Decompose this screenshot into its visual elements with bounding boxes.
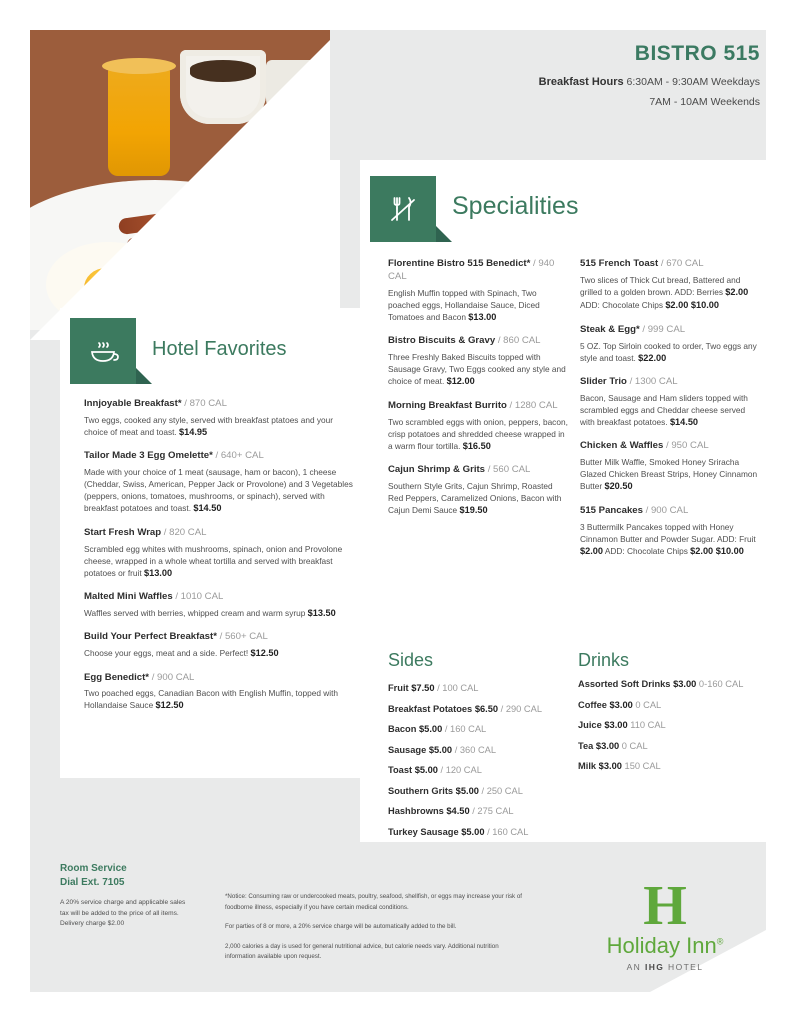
menu-item-calories: / 950 CAL: [666, 440, 709, 452]
tagline-suffix: HOTEL: [664, 962, 704, 972]
menu-item-price: $13.00: [468, 311, 497, 322]
price-line-name: Hashbrowns: [388, 806, 447, 817]
menu-item: [388, 335, 568, 388]
menu-item-price: $14.50: [669, 416, 699, 427]
price-line-name: Milk: [578, 761, 599, 772]
menu-item-calories: / 670 CAL: [660, 258, 704, 269]
menu-item-description: Choose your eggs, meat and a side. Perfect! $12.50: [84, 648, 279, 659]
menu-item-calories: / 1300 CAL: [629, 375, 678, 387]
menu-item-name: Egg Benedict* / 900 CAL: [84, 671, 195, 683]
menu-item-price: $2.00: [580, 545, 603, 556]
orange-juice-glass-icon: [108, 66, 170, 176]
sides-list: [388, 682, 578, 846]
price-line-name: Toast: [388, 765, 415, 776]
price-line-price: $7.50: [411, 683, 438, 693]
room-service-block: [60, 862, 190, 930]
price-line-price: $3.00: [609, 699, 636, 710]
price-line-price: $3.00: [604, 720, 631, 731]
price-line-name: Breakfast Potatoes: [388, 703, 475, 714]
menu-item-description: Three Freshly Baked Biscuits topped with Sausage Gravy, Two Eggs cooked any style and choice of meat. $12.00: [388, 352, 566, 387]
menu-item-name: Chicken & Waffles / 950 CAL: [580, 440, 709, 452]
menu-item-name: Bistro Biscuits & Gravy / 860 CAL: [388, 335, 541, 347]
price-line-price: $6.50: [474, 703, 501, 714]
menu-item-name: Florentine Bistro 515 Benedict* / 940 CAL: [388, 258, 555, 282]
ihg-brand: IHG: [644, 962, 665, 972]
menu-item-description: Two slices of Thick Cut bread, Battered and grilled to a golden brown. ADD: Berries $2.00 ADD: Chocolate Chips $2.00 $10.00: [580, 274, 749, 311]
menu-item-name: Steak & Egg* / 999 CAL: [580, 323, 686, 335]
menu-item-description: 5 OZ. Top Sirloin cooked to order, Two eggs any style and toast. $22.00: [580, 340, 757, 363]
menu-item-price: $20.50: [604, 481, 633, 492]
notice-line-1: *Notice: Consuming raw or undercooked meats, poultry, seafood, shellfish, or eggs may increase your risk of foodborne illness, especially if you have certain medical conditions.: [225, 893, 523, 911]
menu-item: [580, 440, 758, 493]
menu-item-calories: / 1010 CAL: [175, 590, 224, 602]
price-line-calories: / 160 CAL: [444, 724, 487, 735]
ihg-hotel-tagline: [580, 962, 750, 972]
price-line-price: $5.00: [419, 724, 445, 735]
menu-item-calories: / 860 CAL: [497, 335, 541, 347]
notice-block: [225, 892, 525, 972]
price-line-name: Bacon: [388, 724, 419, 735]
holiday-inn-wordmark: [580, 933, 750, 959]
room-service-title: [60, 862, 190, 890]
menu-item: [580, 324, 758, 365]
specialities-column-right: [580, 258, 758, 569]
menu-item-price: $2.00: [725, 286, 749, 297]
price-line-name: Turkey Sausage: [388, 826, 462, 837]
menu-item: [580, 376, 758, 429]
menu-item-name: Start Fresh Wrap / 820 CAL: [84, 526, 207, 538]
menu-item-name: Build Your Perfect Breakfast* / 560+ CAL: [84, 631, 268, 643]
menu-item-price: $14.50: [193, 503, 222, 514]
menu-item: [84, 631, 356, 660]
menu-item-addon-price: $2.00: [690, 545, 714, 556]
logo-registered-mark: ®: [716, 936, 724, 947]
price-line-calories: 150 CAL: [624, 761, 661, 772]
room-service-note: A 20% service charge and applicable sales tax will be added to the price of all items. Delivery charge $2.00: [60, 899, 186, 928]
menu-item-name: Slider Trio / 1300 CAL: [580, 375, 678, 387]
price-line-calories: / 100 CAL: [437, 683, 479, 693]
logo-name-text: Holiday Inn: [606, 933, 717, 958]
menu-item-price: $16.50: [462, 440, 491, 451]
menu-item-name: Cajun Shrimp & Grits / 560 CAL: [388, 463, 531, 475]
price-line-price: $3.00: [598, 761, 625, 772]
notice-line-3: 2,000 calories a day is used for general nutritional advice, but calorie needs vary. Additional nutrition information available upon request.: [225, 942, 499, 961]
menu-item-name: 515 Pancakes / 900 CAL: [580, 504, 689, 516]
tagline-prefix: AN: [626, 962, 645, 972]
menu-item-description: English Muffin topped with Spinach, Two poached eggs, Hollandaise Sauce, Diced Tomatoes and Bacon $13.00: [388, 287, 540, 322]
price-line-item: [388, 682, 578, 695]
price-line-name: Fruit: [388, 683, 412, 693]
specialities-column-left: [388, 258, 568, 528]
menu-item-addon-description: ADD: Chocolate Chips: [580, 300, 666, 311]
menu-item-name: Morning Breakfast Burrito / 1280 CAL: [388, 399, 558, 411]
price-line-item: [388, 703, 578, 716]
menu-item: [388, 464, 568, 517]
menu-item-description: 3 Buttermilk Pancakes topped with Honey Cinnamon Butter and Powder Sugar. ADD: Fruit $2.00 ADD: Chocolate Chips $2.00 $10.00: [580, 521, 756, 556]
price-line-name: Tea: [578, 740, 596, 751]
price-line-calories: / 290 CAL: [500, 703, 543, 714]
price-line-calories: 0 CAL: [635, 699, 662, 710]
menu-item-calories: / 820 CAL: [163, 526, 207, 538]
menu-item: [84, 591, 356, 620]
menu-item-calories: / 640+ CAL: [215, 450, 264, 462]
price-line-price: $5.00: [414, 765, 441, 776]
price-line-price: $3.00: [673, 679, 699, 689]
menu-item-price: $14.95: [179, 426, 208, 437]
price-line-calories: / 160 CAL: [487, 826, 529, 837]
price-line-item: [388, 805, 578, 818]
price-line-name: Sausage: [388, 744, 429, 755]
menu-item-price: $13.50: [307, 607, 336, 618]
menu-item-calories: / 1280 CAL: [509, 399, 558, 411]
menu-item-description: Made with your choice of 1 meat (sausage, ham or bacon), 1 cheese (Cheddar, Swiss, American, Pepper Jack or Provolone) and 3 Vegetables (peppers, onions, tomatoes, mushrooms, or spinach), served with breakfast potatoes and toast. $14.50: [84, 467, 353, 514]
room-service-line1: Room Service: [60, 863, 127, 874]
price-line-item: [578, 699, 763, 712]
price-line-price: $3.00: [595, 740, 622, 751]
menu-item-calories: / 870 CAL: [184, 398, 227, 409]
menu-item-price: $12.50: [155, 700, 184, 711]
menu-item: [388, 400, 568, 453]
breakfast-hours-weekdays: [539, 76, 760, 88]
price-line-item: [578, 678, 763, 691]
price-line-name: Juice: [578, 720, 605, 731]
price-line-item: [388, 744, 578, 757]
notice-line-2: For parties of 8 or more, a 20% service charge will be automatically added to the bill.: [225, 923, 457, 931]
sides-title: Sides: [388, 650, 434, 670]
price-line-price: $5.00: [455, 785, 482, 796]
menu-item-calories: / 900 CAL: [151, 671, 195, 683]
menu-item-calories: / 900 CAL: [645, 504, 689, 516]
menu-item-price: $19.50: [459, 504, 488, 515]
price-line-calories: / 275 CAL: [472, 806, 514, 817]
hotel-favorites-title: Hotel Favorites: [152, 338, 287, 360]
drinks-title: Drinks: [578, 650, 630, 670]
hours-label: Breakfast Hours: [538, 76, 624, 88]
menu-item-base-price: $10.00: [688, 300, 719, 311]
menu-item-description: Southern Style Grits, Cajun Shrimp, Roasted Red Peppers, Caramelized Onions, Bacon with Cajun Demi Sauce $19.50: [388, 480, 562, 515]
menu-item-description: Two eggs, cooked any style, served with breakfast ptatoes and your choice of meat and toast. $14.95: [84, 414, 334, 437]
price-line-item: [388, 723, 578, 736]
price-line-name: Southern Grits: [388, 785, 456, 796]
menu-item-calories: / 560+ CAL: [219, 631, 268, 643]
price-line-calories: / 120 CAL: [440, 765, 482, 776]
menu-item-calories: / 999 CAL: [642, 323, 686, 335]
breakfast-hours-weekends: 7AM - 10AM Weekends: [649, 96, 760, 108]
price-line-name: Assorted Soft Drinks: [578, 679, 674, 689]
menu-item-description: Waffles served with berries, whipped cream and warm syrup $13.50: [84, 607, 336, 618]
holiday-inn-h-mark: H: [643, 874, 687, 937]
menu-item-description: Two poached eggs, Canadian Bacon with English Muffin, topped with Hollandaise Sauce $12.50: [84, 688, 338, 711]
page-title: BISTRO 515: [634, 42, 760, 65]
menu-item-price: $12.00: [446, 376, 475, 387]
price-line-item: [388, 826, 578, 839]
coffee-cup-icon: [180, 50, 266, 124]
menu-item-description: Butter Milk Waffle, Smoked Honey Sriracha Glazed Chicken Breast Strips, Honey Cinnamon Butter $20.50: [580, 457, 758, 492]
menu-item: [84, 450, 356, 515]
price-line-calories: / 250 CAL: [481, 785, 523, 796]
price-line-item: [388, 785, 578, 798]
price-line-price: $4.50: [446, 806, 473, 817]
menu-item-description: Scrambled egg whites with mushrooms, spinach, onion and Provolone cheese, wrapped in a whole wheat tortilla and served with breakfast potatoes or fruit $13.00: [84, 543, 343, 578]
fork-knife-icon: [370, 176, 436, 242]
price-line-price: $5.00: [461, 826, 488, 837]
menu-item-calories: / 940 CAL: [388, 258, 555, 282]
menu-item: [580, 258, 758, 313]
specialities-title: Specialities: [452, 192, 579, 220]
price-line-item: [578, 760, 763, 773]
price-line-name: Coffee: [578, 699, 610, 710]
menu-item: [84, 672, 356, 713]
price-line-item: [388, 764, 578, 777]
hotel-favorites-list: [84, 398, 356, 724]
room-service-line2: Dial Ext. 7105: [60, 877, 125, 888]
menu-item: [388, 258, 568, 324]
menu-item-description: Two scrambled eggs with onion, peppers, bacon, crisp potatoes and shredded cheese wrapped in a warm flour tortilla. $16.50: [388, 416, 568, 451]
drinks-list: [578, 678, 763, 781]
menu-item: [84, 527, 356, 580]
menu-item: [84, 398, 356, 439]
soup-bowl-icon: [70, 318, 136, 384]
menu-item-base-price: $10.00: [713, 545, 744, 556]
fork-knife-glyph: [370, 176, 436, 242]
menu-item: [580, 505, 758, 558]
price-line-price: $5.00: [428, 744, 455, 755]
menu-item-name: Tailor Made 3 Egg Omelette* / 640+ CAL: [84, 450, 264, 462]
price-line-calories: 110 CAL: [630, 720, 666, 731]
menu-item-price: $12.50: [250, 648, 279, 659]
price-line-item: [578, 719, 763, 732]
price-line-calories: 0 CAL: [621, 740, 648, 751]
price-line-calories: 0-160 CAL: [698, 679, 744, 689]
menu-item-addon-price: $2.00: [665, 300, 689, 311]
menu-item-name: 515 French Toast / 670 CAL: [580, 258, 704, 269]
soup-bowl-glyph: [70, 318, 136, 384]
menu-item-calories: / 560 CAL: [487, 463, 531, 475]
price-line-item: [578, 740, 763, 753]
hours-weekdays-value: 6:30AM - 9:30AM Weekdays: [626, 76, 760, 88]
menu-item-price: $22.00: [638, 352, 667, 363]
holiday-inn-logo: [580, 874, 750, 972]
menu-item-addon-description: ADD: Chocolate Chips: [603, 545, 691, 556]
menu-item-name: Innjoyable Breakfast* / 870 CAL: [84, 398, 227, 409]
menu-item-description: Bacon, Sausage and Ham sliders topped with scrambled eggs and Cheddar cheese served with breakfast potatoes. $14.50: [580, 392, 748, 427]
menu-item-name: Malted Mini Waffles / 1010 CAL: [84, 590, 224, 602]
menu-item-price: $13.00: [143, 567, 173, 578]
price-line-calories: / 360 CAL: [454, 744, 497, 755]
